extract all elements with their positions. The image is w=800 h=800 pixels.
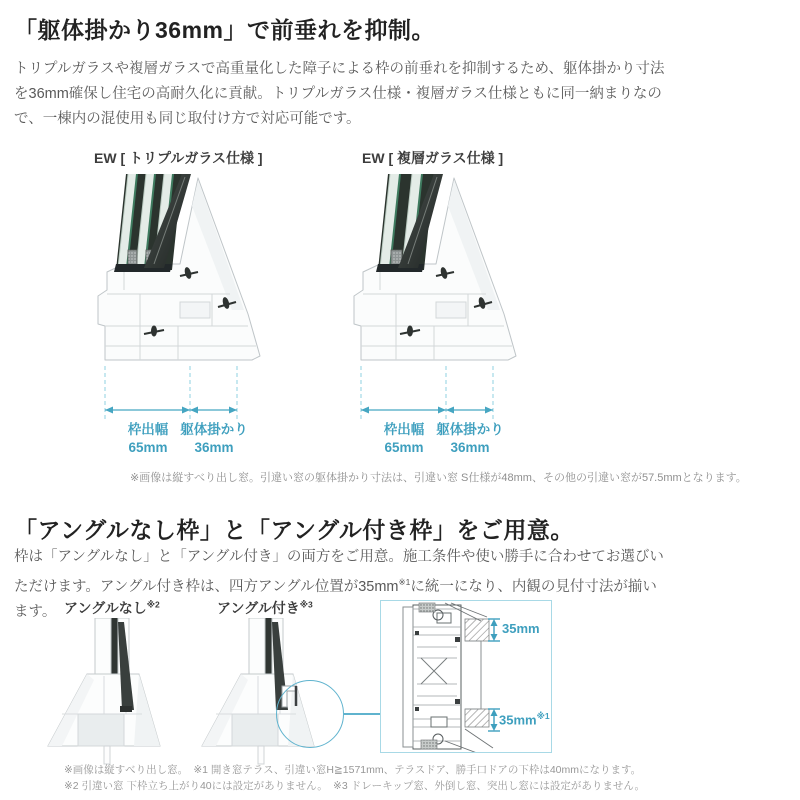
angle-none-cross-section-illustration [42, 618, 182, 768]
dim-label-frame-width: 枠出幅 [127, 422, 169, 437]
triple-glass-cross-section-illustration [80, 174, 310, 366]
dim-value-frame-width: 65mm [384, 440, 424, 455]
footnote-ref-1b: ※1 [536, 711, 550, 721]
section2-body-text-cont: に統一になり、内観の見付寸法が揃います。 [14, 578, 657, 620]
detail-dim-top: 35mm [502, 621, 540, 636]
label-angle-none-text: アングルなし [64, 600, 147, 616]
label-angle-attached-text: アングル付き [217, 600, 300, 616]
dim-label-body-overlap: 躯体掛かり [436, 422, 504, 437]
dimension-lines [80, 364, 310, 424]
label-angle-none [64, 598, 160, 618]
dim-value-body-overlap: 36mm [450, 440, 490, 455]
dim-label-frame-width: 枠出幅 [383, 422, 425, 437]
dimension-lines [336, 364, 566, 424]
double-glass-cross-section-illustration [336, 174, 566, 366]
section1-title: 「躯体掛かり36mm」で前垂れを抑制。 [14, 17, 435, 43]
dim-label-body-overlap: 躯体掛かり [180, 422, 248, 437]
detail-dim-bottom-value: 35mm [499, 712, 537, 728]
dim-value-body-overlap: 36mm [194, 440, 234, 455]
detail-dim-bottom [499, 711, 550, 727]
footnote-line-2: ※2 引違い窓 下枠立ち上がり40には設定がありません。 ※3 ドレーキップ窓、外倒し窓、突出し窓には設定がありません。 [64, 780, 646, 792]
footnote-line-1: ※画像は縦すべり出し窓。 ※1 開き窓テラス、引違い窓H≧1571mm、テラスドア、勝手口ドアの下枠は40mmになります。 [64, 764, 642, 776]
diagram-triple-glass [80, 148, 310, 468]
diagram-double-glass [336, 148, 566, 468]
diagram-caption: EW [ トリプルガラス仕様 ] [94, 150, 263, 166]
footnote-ref-2: ※2 [146, 599, 160, 610]
section1-note: ※画像は縦すべり出し窓。引違い窓の躯体掛かり寸法は、引違い窓 S仕様が48mm、その他の引違い窓が57.5mmとなります。 [130, 472, 747, 484]
footnote-ref-1: ※1 [398, 577, 411, 587]
detail-connector-line [344, 713, 380, 715]
angle-detail-box [380, 600, 552, 753]
section2-title: 「アングルなし枠」と「アングル付き枠」をご用意。 [14, 517, 574, 543]
label-angle-attached [217, 598, 313, 618]
footnote-ref-3: ※3 [299, 599, 313, 610]
section1-body: トリプルガラスや複層ガラスで高重量化した障子による枠の前垂れを抑制するため、躯体掛かり寸法を36mm確保し住宅の高耐久化に貢献。トリプルガラス仕様・複層ガラス仕様ともに同一納まりなので、一棟内の混使用も同じ取付け方で対応可能です。 [14, 61, 665, 127]
section2-body-text: 枠は「アングルなし」と「アングル付き」の両方をご用意。施工条件や使い勝手に合わせてお選びいただけます。アングル付き枠は、四方アングル位置が35mm [14, 549, 664, 595]
detail-highlight-circle [276, 680, 344, 748]
dim-value-frame-width: 65mm [128, 440, 168, 455]
diagram-caption: EW [ 複層ガラス仕様 ] [362, 150, 504, 166]
